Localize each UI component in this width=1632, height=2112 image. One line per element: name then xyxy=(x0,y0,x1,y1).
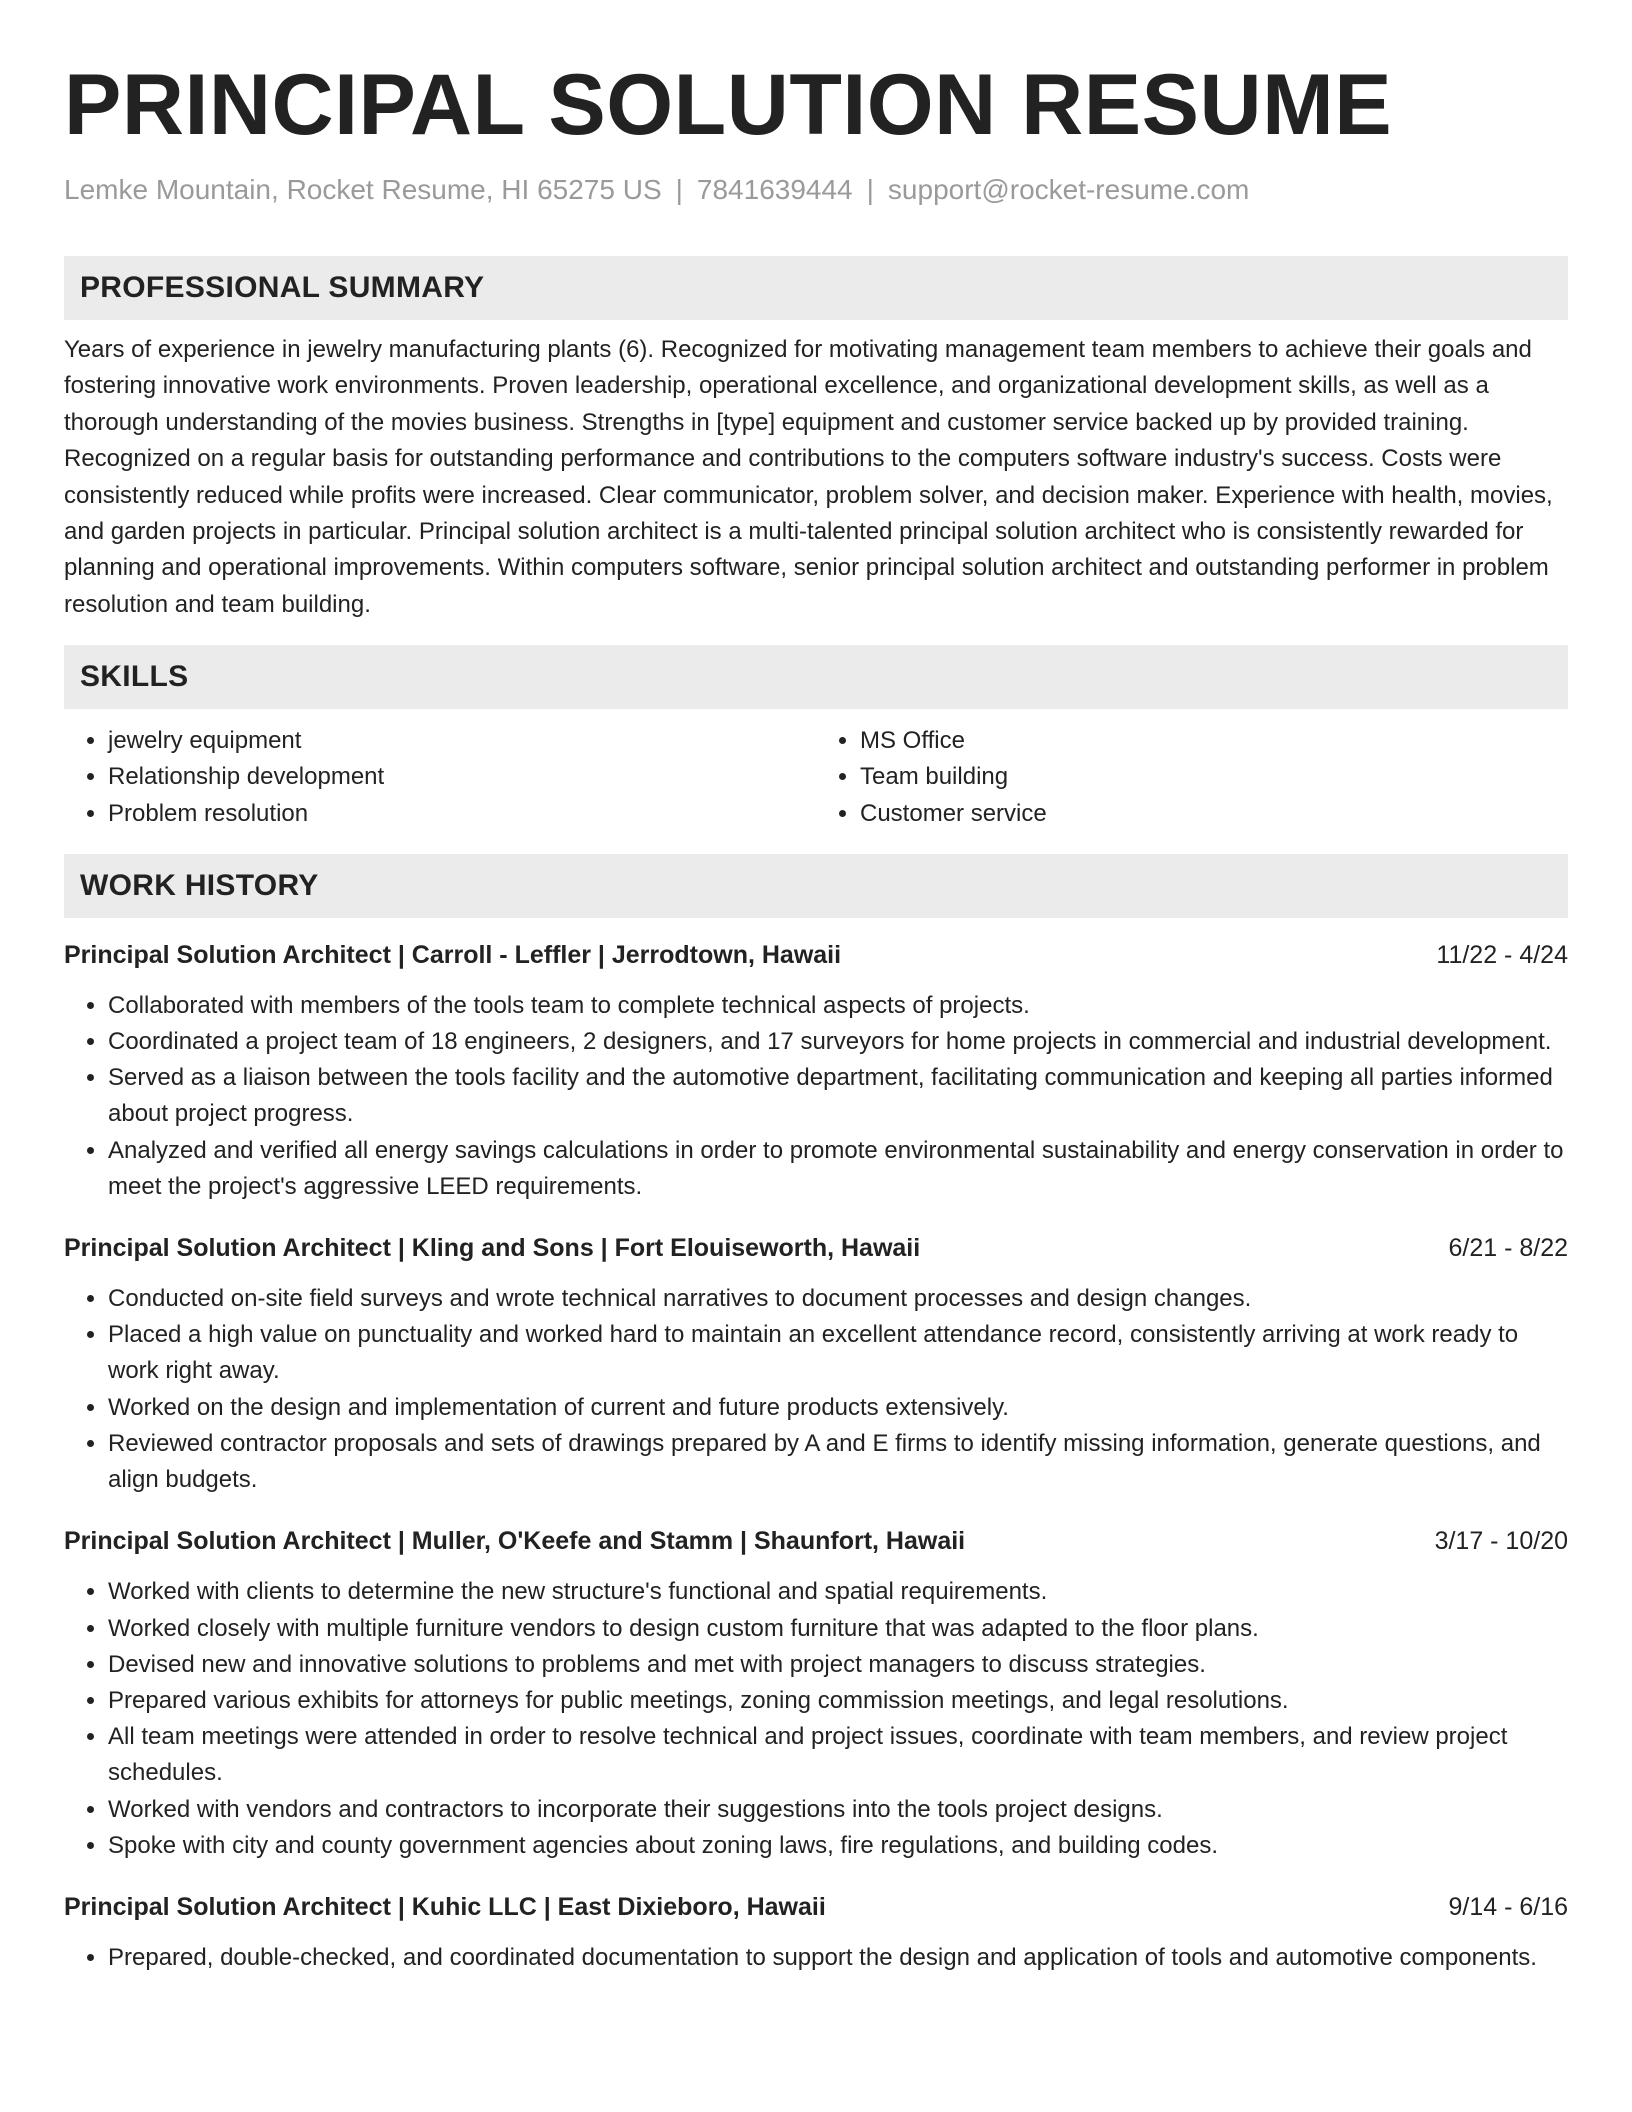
job-header xyxy=(64,1229,1568,1267)
job-bullets xyxy=(64,1281,1568,1498)
job-bullet: • Conducted on-site field surveys and wrote technical narratives to document processes and design changes. xyxy=(108,1281,1568,1317)
contact-line xyxy=(64,170,1568,210)
professional-summary-text: Years of experience in jewelry manufacturing plants (6). Recognized for motivating management team members to achieve their goals and fostering innovative work environments. Proven leadership, operational excellence, and organizational development skills, as well as a thorough understanding of the movies business. Strengths in [type] equipment and customer service backed up by provided training. Recognized on a regular basis for outstanding performance and contributions to the computers software industry's success. Costs were consistently reduced while profits were increased. Clear communicator, problem solver, and decision maker. Experience with health, movies, and garden projects in particular. Principal solution architect is a multi-talented principal solution architect who is consistently rewarded for planning and operational improvements. Within computers software, senior principal solution architect and outstanding performer in problem resolution and team building. xyxy=(64,336,1553,618)
job-bullet: • Prepared, double-checked, and coordinated documentation to support the design and application of tools and automotive components. xyxy=(108,1940,1568,1976)
job-bullet: • Worked on the design and implementation of current and future products extensively. xyxy=(108,1390,1568,1426)
job-dates: 3/17 - 10/20 xyxy=(1434,1527,1568,1556)
contact-email: support@rocket-resume.com xyxy=(887,174,1250,205)
job-bullets xyxy=(64,988,1568,1205)
job-bullet: • Coordinated a project team of 18 engineers, 2 designers, and 17 surveyors for home projects in commercial and industrial development. xyxy=(108,1024,1568,1060)
job-bullet: • Worked closely with multiple furniture vendors to design custom furniture that was adapted to the floor plans. xyxy=(108,1611,1568,1647)
skill-item: • jewelry equipment xyxy=(108,723,816,759)
contact-address: Lemke Mountain, Rocket Resume, HI 65275 US xyxy=(64,174,662,205)
professional-summary-heading: PROFESSIONAL SUMMARY xyxy=(64,256,1568,320)
skills-column-left xyxy=(64,723,816,832)
job-bullet: • Worked with clients to determine the new structure's functional and spatial requirements. xyxy=(108,1574,1568,1610)
job-entry xyxy=(64,936,1568,1205)
resume-title: PRINCIPAL SOLUTION RESUME xyxy=(64,57,1393,153)
job-bullet: • Reviewed contractor proposals and sets of drawings prepared by A and E firms to identify missing information, generate questions, and align budgets. xyxy=(108,1426,1568,1498)
job-header xyxy=(64,936,1568,974)
contact-separator: | xyxy=(675,174,683,205)
job-dates: 6/21 - 8/22 xyxy=(1448,1234,1568,1263)
skill-item: • Team building xyxy=(860,759,1568,795)
job-bullet: • Worked with vendors and contractors to incorporate their suggestions into the tools project designs. xyxy=(108,1792,1568,1828)
job-bullet: • Placed a high value on punctuality and worked hard to maintain an excellent attendance record, consistently arriving at work ready to work right away. xyxy=(108,1317,1568,1389)
contact-separator: | xyxy=(866,174,874,205)
job-bullets xyxy=(64,1574,1568,1864)
skills-column-right xyxy=(816,723,1568,832)
skills-heading: SKILLS xyxy=(64,645,1568,709)
job-header xyxy=(64,1888,1568,1926)
skill-item: • Relationship development xyxy=(108,759,816,795)
job-dates: 9/14 - 6/16 xyxy=(1448,1892,1568,1921)
job-bullet: • Devised new and innovative solutions to problems and met with project managers to discuss strategies. xyxy=(108,1647,1568,1683)
job-bullets xyxy=(64,1940,1568,1976)
job-bullet: • Served as a liaison between the tools facility and the automotive department, facilitating communication and keeping all parties informed about project progress. xyxy=(108,1060,1568,1132)
skill-item: • Problem resolution xyxy=(108,796,816,832)
job-bullet: • All team meetings were attended in order to resolve technical and project issues, coordinate with team members, and review project schedules. xyxy=(108,1719,1568,1791)
job-bullet: • Collaborated with members of the tools team to complete technical aspects of projects. xyxy=(108,988,1568,1024)
skill-item: • Customer service xyxy=(860,796,1568,832)
job-entry xyxy=(64,1522,1568,1864)
job-bullet: • Spoke with city and county government agencies about zoning laws, fire regulations, and building codes. xyxy=(108,1828,1568,1864)
job-title: Principal Solution Architect | Muller, O'Keefe and Stamm | Shaunfort, Hawaii xyxy=(64,1527,966,1556)
job-bullet: • Prepared various exhibits for attorneys for public meetings, zoning commission meetings, and legal resolutions. xyxy=(108,1683,1568,1719)
job-entry xyxy=(64,1229,1568,1498)
job-header xyxy=(64,1522,1568,1560)
job-entry xyxy=(64,1888,1568,1976)
skills-list xyxy=(64,723,1568,832)
contact-phone: 7841639444 xyxy=(696,174,853,205)
job-title: Principal Solution Architect | Kuhic LLC | East Dixieboro, Hawaii xyxy=(64,1892,826,1921)
skill-item: • MS Office xyxy=(860,723,1568,759)
job-dates: 11/22 - 4/24 xyxy=(1436,940,1568,969)
job-bullet: • Analyzed and verified all energy savings calculations in order to promote environmental sustainability and energy conservation in order to meet the project's aggressive LEED requirements. xyxy=(108,1133,1568,1205)
work-history-heading: WORK HISTORY xyxy=(64,854,1568,918)
job-title: Principal Solution Architect | Kling and Sons | Fort Elouiseworth, Hawaii xyxy=(64,1234,921,1263)
job-title: Principal Solution Architect | Carroll - Leffler | Jerrodtown, Hawaii xyxy=(64,940,842,969)
